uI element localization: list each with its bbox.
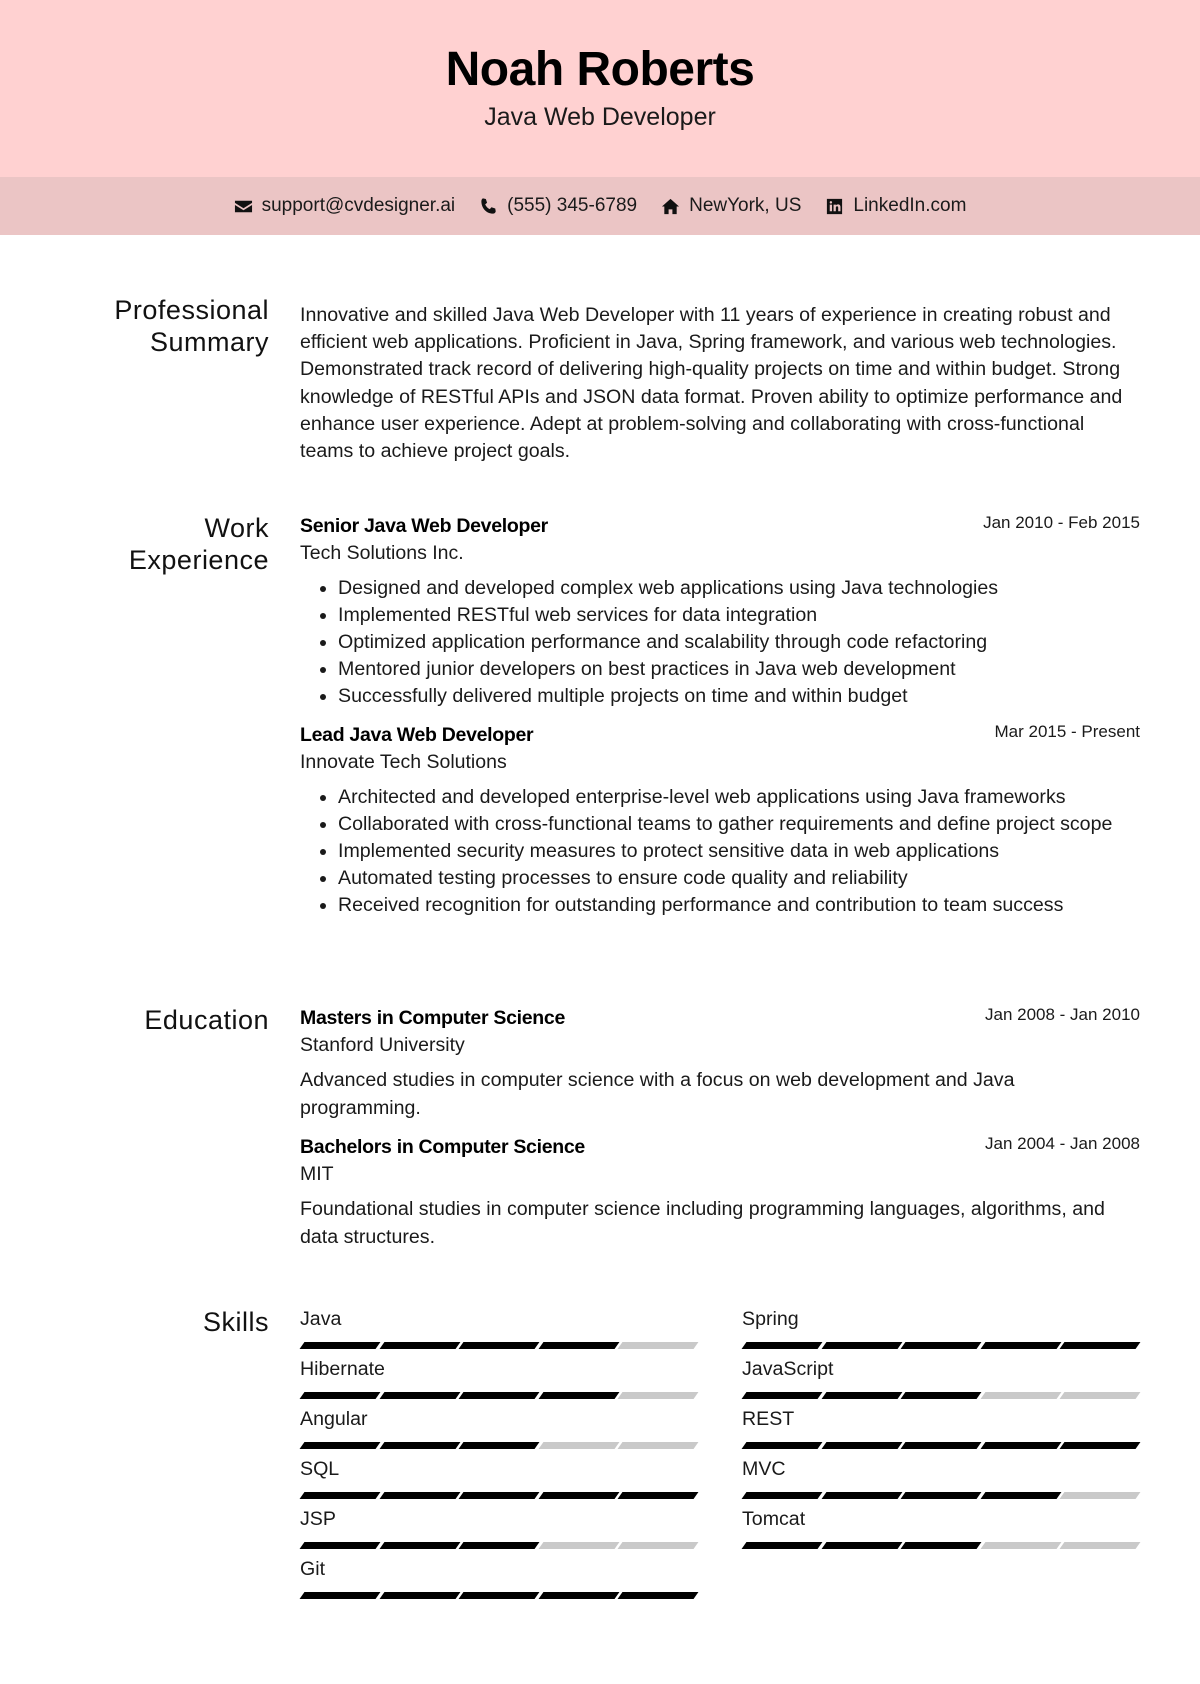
skill-segment-filled	[980, 1442, 1060, 1449]
skill-segment-filled	[379, 1442, 459, 1449]
skill-item	[300, 1356, 696, 1399]
job-bullet: • Architected and developed enterprise-level web applications using Java frameworks	[338, 784, 1140, 811]
skill-segment-filled	[379, 1392, 459, 1399]
skill-item	[742, 1506, 1138, 1549]
work-entry	[300, 512, 1140, 710]
work-heading-line-1: Work	[204, 513, 269, 543]
work-heading-line-2: Experience	[128, 545, 269, 575]
skill-segment-empty	[538, 1442, 618, 1449]
job-dates: Mar 2015 - Present	[994, 722, 1140, 741]
job-bullets	[300, 784, 1140, 919]
skill-level-bar	[300, 1392, 696, 1399]
job-company: Innovate Tech Solutions	[300, 751, 507, 773]
work-heading	[129, 512, 269, 576]
skill-segment-filled	[901, 1442, 981, 1449]
skill-level-bar	[300, 1492, 696, 1499]
job-title: Lead Java Web Developer	[300, 724, 534, 746]
skill-segment-empty	[618, 1442, 698, 1449]
skill-level-bar	[742, 1392, 1138, 1399]
skill-item	[742, 1356, 1138, 1399]
degree-dates: Jan 2004 - Jan 2008	[984, 1134, 1140, 1153]
skill-segment-empty	[538, 1542, 618, 1549]
phone-text: (555) 345-6789	[507, 195, 638, 216]
contact-bar	[0, 177, 1200, 235]
resume-header	[0, 0, 1200, 177]
job-bullet: • Optimized application performance and scalability through code refactoring	[338, 629, 1140, 656]
skill-item	[742, 1306, 1138, 1349]
job-bullet: • Implemented RESTful web services for data integration	[338, 602, 1140, 629]
skill-segment-filled	[379, 1542, 459, 1549]
summary-text: Innovative and skilled Java Web Developer with 11 years of experience in creating robust and efficient web applications. Proficient in Java, Spring framework, and various web technologies. Demonstrated track record of delivering high-quality projects on time and within budget. Strong knowledge of RESTful APIs and JSON data format. Proven ability to optimize performance and enhance user experience. Adept at problem-solving and collaborating with cross-functional teams to achieve project goals.	[300, 304, 1123, 463]
linkedin-text: LinkedIn.com	[853, 195, 967, 216]
skill-item	[300, 1306, 696, 1349]
skill-segment-filled	[821, 1442, 901, 1449]
degree-title: Masters in Computer Science	[300, 1007, 565, 1029]
phone-icon	[479, 197, 498, 216]
skill-name: Angular	[300, 1408, 368, 1430]
job-dates: Jan 2010 - Feb 2015	[983, 513, 1140, 532]
skill-name: REST	[742, 1408, 795, 1430]
summary-heading	[114, 294, 269, 358]
skill-level-bar	[742, 1542, 1138, 1549]
skill-segment-filled	[459, 1492, 539, 1499]
skill-segment-filled	[538, 1392, 618, 1399]
skill-segment-filled	[980, 1492, 1060, 1499]
skill-segment-filled	[821, 1342, 901, 1349]
skill-segment-filled	[459, 1442, 539, 1449]
skill-segment-filled	[300, 1342, 380, 1349]
skills-grid	[300, 1306, 1140, 1599]
skill-segment-filled	[1060, 1342, 1140, 1349]
skill-segment-filled	[742, 1442, 822, 1449]
skill-item	[300, 1556, 696, 1599]
job-bullet: • Mentored junior developers on best practices in Java web development	[338, 656, 1140, 683]
skill-segment-empty	[1060, 1392, 1140, 1399]
summary-heading-line-2: Summary	[149, 327, 269, 357]
skill-segment-filled	[300, 1492, 380, 1499]
job-company: Tech Solutions Inc.	[300, 542, 464, 564]
skill-segment-filled	[459, 1592, 539, 1599]
degree-description: Foundational studies in computer science including programming languages, algorithms, and data structures.	[300, 1198, 1105, 1248]
skill-name: MVC	[742, 1458, 786, 1480]
envelope-icon	[234, 197, 253, 216]
skill-segment-empty	[980, 1542, 1060, 1549]
skill-segment-filled	[618, 1592, 698, 1599]
skill-segment-filled	[379, 1592, 459, 1599]
skill-name: Java	[300, 1308, 342, 1330]
skill-segment-empty	[1060, 1542, 1140, 1549]
skill-level-bar	[742, 1492, 1138, 1499]
skill-segment-filled	[901, 1392, 981, 1399]
job-bullet: • Received recognition for outstanding performance and contribution to team success	[338, 892, 1140, 919]
skill-name: JSP	[300, 1508, 336, 1530]
skill-segment-empty	[618, 1342, 698, 1349]
skill-segment-filled	[618, 1492, 698, 1499]
skill-name: Git	[300, 1558, 326, 1580]
skill-segment-filled	[538, 1592, 618, 1599]
contact-linkedin[interactable]	[825, 195, 966, 217]
skill-name: JavaScript	[742, 1358, 834, 1380]
email-text: support@cvdesigner.ai	[261, 195, 456, 216]
degree-description: Advanced studies in computer science with a focus on web development and Java programming.	[300, 1069, 1015, 1119]
skill-name: Hibernate	[300, 1358, 385, 1380]
skill-segment-filled	[742, 1342, 822, 1349]
skill-segment-empty	[980, 1392, 1060, 1399]
skill-segment-filled	[901, 1492, 981, 1499]
skill-segment-filled	[821, 1392, 901, 1399]
skill-segment-filled	[538, 1492, 618, 1499]
skill-item	[300, 1456, 696, 1499]
skill-segment-filled	[300, 1592, 380, 1599]
job-bullet: • Designed and developed complex web applications using Java technologies	[338, 575, 1140, 602]
skill-segment-filled	[300, 1392, 380, 1399]
skill-segment-filled	[379, 1342, 459, 1349]
skill-segment-empty	[618, 1392, 698, 1399]
skill-segment-filled	[538, 1342, 618, 1349]
contact-email[interactable]	[234, 195, 456, 217]
skill-item	[300, 1506, 696, 1549]
skill-item	[300, 1406, 696, 1449]
job-title: Senior Java Web Developer	[300, 515, 548, 537]
job-bullet: • Implemented security measures to protect sensitive data in web applications	[338, 838, 1140, 865]
skill-segment-filled	[379, 1492, 459, 1499]
contact-phone[interactable]	[479, 195, 637, 217]
skill-segment-filled	[821, 1492, 901, 1499]
skill-level-bar	[300, 1592, 696, 1599]
job-bullets	[300, 575, 1140, 710]
skill-segment-filled	[300, 1442, 380, 1449]
home-icon	[661, 197, 680, 216]
skill-level-bar	[300, 1342, 696, 1349]
location-text: NewYork, US	[689, 195, 802, 216]
summary-heading-line-1: Professional	[114, 295, 269, 325]
skill-segment-filled	[821, 1542, 901, 1549]
degree-title: Bachelors in Computer Science	[300, 1136, 585, 1158]
skill-name: SQL	[300, 1458, 340, 1480]
degree-dates: Jan 2008 - Jan 2010	[984, 1005, 1140, 1024]
skill-segment-filled	[300, 1542, 380, 1549]
skill-item	[742, 1406, 1138, 1449]
skill-segment-filled	[901, 1542, 981, 1549]
skill-segment-filled	[459, 1342, 539, 1349]
skill-name: Tomcat	[742, 1508, 806, 1530]
skill-level-bar	[300, 1442, 696, 1449]
skill-segment-filled	[742, 1492, 822, 1499]
work-entry	[300, 721, 1140, 919]
skill-segment-empty	[618, 1542, 698, 1549]
school-name: Stanford University	[300, 1034, 465, 1056]
contact-location	[661, 195, 801, 217]
school-name: MIT	[300, 1163, 334, 1185]
skill-segment-filled	[459, 1542, 539, 1549]
skill-segment-filled	[459, 1392, 539, 1399]
skill-item	[742, 1456, 1138, 1499]
education-entry	[300, 1133, 1140, 1251]
skill-level-bar	[742, 1342, 1138, 1349]
skill-segment-empty	[1060, 1492, 1140, 1499]
skill-name: Spring	[742, 1308, 799, 1330]
job-bullet: • Successfully delivered multiple projects on time and within budget	[338, 683, 1140, 710]
skill-segment-filled	[742, 1392, 822, 1399]
education-heading: Education	[144, 1005, 269, 1035]
skill-segment-filled	[1060, 1442, 1140, 1449]
candidate-role: Java Web Developer	[484, 103, 716, 131]
skill-level-bar	[742, 1442, 1138, 1449]
candidate-name: Noah Roberts	[445, 43, 755, 96]
skills-heading: Skills	[202, 1307, 269, 1337]
linkedin-icon	[825, 197, 844, 216]
job-bullet: • Collaborated with cross-functional teams to gather requirements and define project scope	[338, 811, 1140, 838]
skill-segment-filled	[742, 1542, 822, 1549]
job-bullet: • Automated testing processes to ensure code quality and reliability	[338, 865, 1140, 892]
skill-segment-filled	[901, 1342, 981, 1349]
skill-level-bar	[300, 1542, 696, 1549]
skill-segment-filled	[980, 1342, 1060, 1349]
education-entry	[300, 1004, 1140, 1122]
